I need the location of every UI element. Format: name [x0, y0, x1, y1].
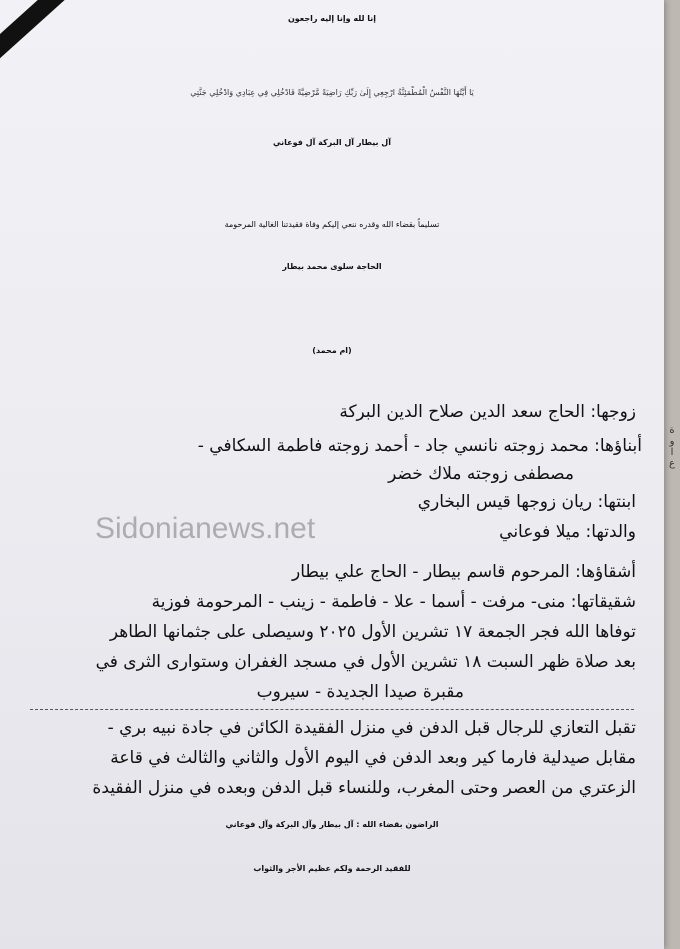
site-watermark: Sidonianews.net [95, 512, 316, 545]
sisters-line: شقيقاتها: منى- مرفت - أسما - علا - فاطمة - زينب - المرحومة فوزية [151, 592, 636, 612]
condolences-line-3: الزعتري من العصر وحتى المغرب، وللنساء قبل الدفن وبعده في منزل الفقيدة [92, 778, 636, 798]
husband-line: زوجها: الحاج سعد الدين صلاح الدين البركة [339, 402, 636, 422]
mourners-line: الراضون بقضاء الله : آل بيطار وآل البركة وآل فوعاني [225, 820, 439, 829]
verse-title: إنا لله وإنا إليه راجعون [287, 14, 377, 23]
daughter-line: ابنتها: ريان زوجها قيس البخاري [417, 492, 636, 512]
sons-line-1: أبناؤها: محمد زوجته نانسي جاد - أحمد زوجته فاطمة السكافي - [197, 436, 642, 456]
section-divider [30, 709, 634, 710]
mother-line: والدتها: ميلا فوعاني [499, 522, 636, 542]
intro-text: تسليماً بقضاء الله وقدره ننعي إليكم وفاة فقيدتنا الغالية المرحومة [224, 220, 440, 229]
quran-verse: يَا أَيَّتُهَا النَّفْسُ الْمُطْمَئِنَّةُ ارْجِعِي إِلَىٰ رَبِّكِ رَاضِيَةً مَّرْضِيَّةً فَادْخُلِي فِي عِبَادِي وَادْخُلِي جَنَّتِي [190, 88, 474, 97]
closing-line: للفقيد الرحمة ولكم عظيم الأجر والثواب [253, 864, 411, 873]
funeral-line-3: مقبرة صيدا الجديدة - سيروب [256, 682, 464, 702]
mourning-ribbon [0, 0, 74, 65]
sons-line-2: مصطفى زوجته ملاك خضر [388, 464, 574, 484]
deceased-name: الحاجة سلوى محمد بيطار [282, 262, 382, 271]
condolences-line-2: مقابل صيدلية فارما كير وبعد الدفن في اليوم الأول والثاني والثالث في قاعة [110, 748, 636, 768]
brothers-line: أشقاؤها: المرحوم قاسم بيطار - الحاج علي بيطار [292, 562, 636, 582]
funeral-line-1: توفاها الله فجر الجمعة ١٧ تشرين الأول ٢٠٢٥ وسيصلى على جثمانها الطاهر [109, 622, 636, 642]
family-names: آل بيطار آل البركة آل فوعاني [273, 138, 391, 147]
funeral-line-2: بعد صلاة ظهر السبت ١٨ تشرين الأول في مسجد الغفران وستوارى الثرى في [95, 652, 636, 672]
deceased-nickname: (ام محمد) [312, 346, 352, 355]
adjacent-poster-edge: ة و ا ع [669, 425, 675, 469]
condolences-line-1: تقبل التعازي للرجال قبل الدفن في منزل الفقيدة الكائن في جادة نبيه بري - [107, 718, 636, 738]
